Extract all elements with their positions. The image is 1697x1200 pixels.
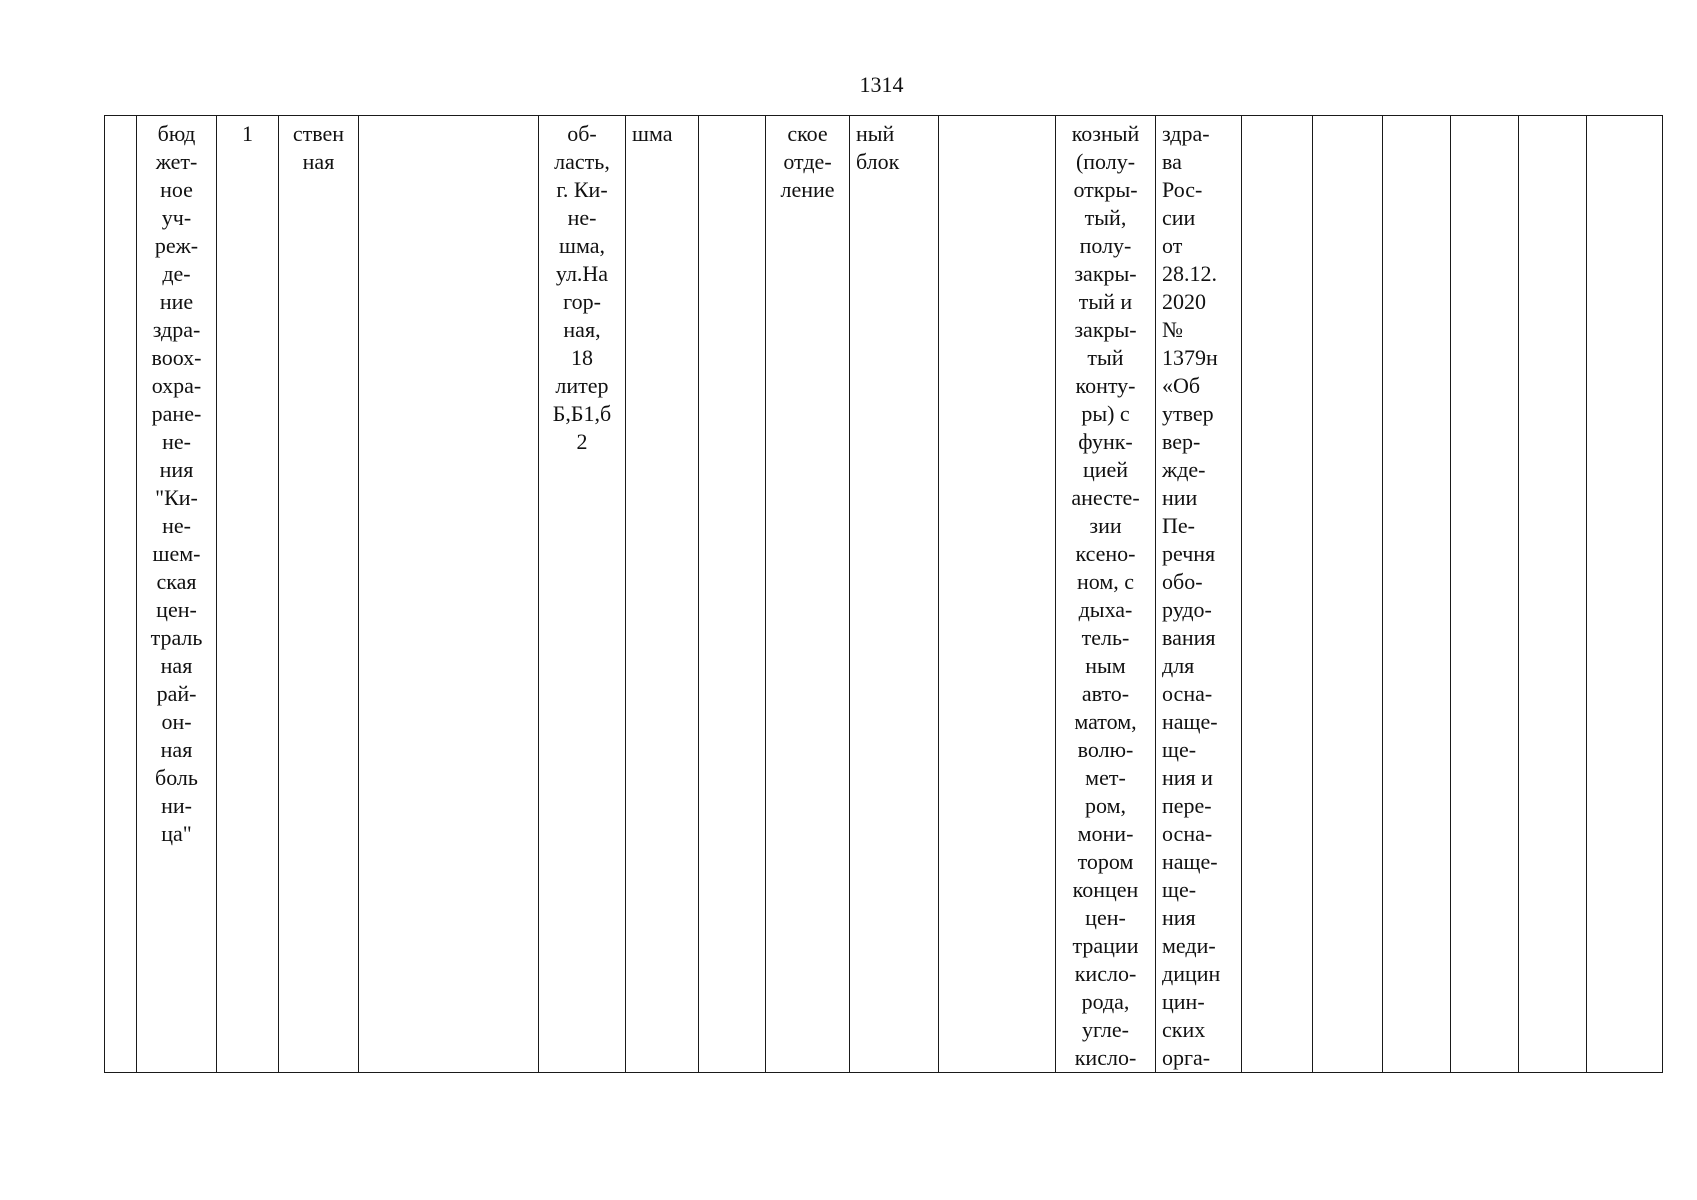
cell-text-line: ских	[1162, 1017, 1206, 1042]
cell-text-line: волю-	[1077, 737, 1134, 762]
cell-text-line: "Ки-	[155, 485, 198, 510]
cell-text-line: для	[1162, 653, 1195, 678]
cell-text-line: цен-	[156, 597, 197, 622]
cell-text-line: кисло-	[1074, 1045, 1137, 1070]
cell-text-line: Рос-	[1162, 177, 1203, 202]
cell-text-line: (полу-	[1075, 149, 1136, 174]
table-cell-col-5	[359, 116, 539, 1073]
cell-text-line: реж-	[154, 233, 199, 258]
cell-text-line: речня	[1162, 541, 1216, 566]
cell-text-line: он-	[161, 709, 192, 734]
cell-text-line: Пе-	[1162, 513, 1195, 538]
cell-text-line: Б,Б1,б	[552, 401, 612, 426]
cell-text-line: ния и	[1162, 765, 1213, 790]
cell-text-line: утвер	[1162, 401, 1214, 426]
cell-text-line: функ-	[1078, 429, 1133, 454]
table-cell-col-19	[1587, 116, 1663, 1073]
cell-text-line: рода,	[1081, 989, 1130, 1014]
cell-text-line: мони-	[1077, 821, 1134, 846]
cell-text-line: здра-	[152, 317, 201, 342]
cell-text-line: траль	[150, 625, 203, 650]
cell-text-line: об-	[567, 121, 597, 146]
cell-text-line: рай-	[156, 681, 197, 706]
cell-text-line: ры) с	[1081, 401, 1130, 426]
cell-text-line: ране-	[151, 401, 202, 426]
cell-text-line: кисло-	[1074, 961, 1137, 986]
cell-text-line: ная	[160, 737, 193, 762]
table-cell-col-4	[279, 116, 359, 1073]
cell-text-line: жет-	[155, 149, 198, 174]
cell-text-line: ным	[1085, 653, 1126, 678]
cell-text-line: осна-	[1162, 821, 1213, 846]
cell-text-line: цен-	[1085, 905, 1126, 930]
cell-text-line: ная	[302, 149, 335, 174]
table-cell-col-17	[1451, 116, 1519, 1073]
cell-text-line: трации	[1072, 933, 1139, 958]
table-cell-col-1	[105, 116, 137, 1073]
cell-text-line: ния	[159, 457, 194, 482]
cell-text-line: матом,	[1074, 709, 1137, 734]
cell-text-line: жде-	[1162, 457, 1206, 482]
cell-text-line: 28.12.	[1162, 261, 1217, 286]
cell-text-line: конту-	[1075, 373, 1136, 398]
cell-text-line: наще-	[1162, 849, 1218, 874]
document-table	[104, 115, 1663, 1073]
cell-text-line: ный	[856, 121, 895, 146]
cell-text-line: рудо-	[1162, 597, 1212, 622]
cell-text-line: вания	[1162, 625, 1216, 650]
cell-text-line: «Об	[1162, 373, 1201, 398]
cell-text-line: ласть,	[554, 149, 610, 174]
cell-text-line: 1	[242, 121, 253, 146]
cell-text-line: ние	[159, 289, 194, 314]
cell-text-line: дыха-	[1078, 597, 1133, 622]
cell-text-line: блок	[856, 149, 900, 174]
cell-text-line: №	[1162, 317, 1183, 342]
page-number: 1314	[859, 72, 904, 97]
table-cell-col-2	[137, 116, 217, 1073]
cell-text-line: пере-	[1162, 793, 1212, 818]
cell-text-line: нии	[1162, 485, 1198, 510]
cell-text-line: тый и	[1078, 289, 1133, 314]
cell-text-line: ще-	[1162, 877, 1197, 902]
cell-text-line: концен	[1072, 877, 1139, 902]
cell-text-line: ная	[160, 653, 193, 678]
cell-text-line: угле-	[1082, 1017, 1129, 1042]
table-cell-col-13	[1156, 116, 1242, 1073]
cell-text-line: ном, с	[1076, 569, 1135, 594]
cell-text-line: ул.На	[555, 261, 609, 286]
cell-text-line: ская	[156, 569, 197, 594]
cell-text-line: анесте-	[1071, 485, 1140, 510]
table-cell-col-14	[1242, 116, 1313, 1073]
cell-text-line: от	[1162, 233, 1183, 258]
cell-text-line: шем-	[152, 541, 201, 566]
cell-text-line: цией	[1082, 457, 1129, 482]
cell-text-line: зии	[1089, 513, 1122, 538]
table-cell-col-15	[1313, 116, 1383, 1073]
cell-text-line: 2	[576, 429, 588, 454]
cell-text-line: тором	[1077, 849, 1134, 874]
table-cell-col-12	[1056, 116, 1156, 1073]
cell-text-line: ния	[1162, 905, 1196, 930]
cell-text-line: обо-	[1162, 569, 1203, 594]
cell-text-line: ное	[160, 177, 193, 202]
table-cell-col-8	[699, 116, 766, 1073]
cell-text-line: закры-	[1074, 261, 1137, 286]
cell-text-line: не-	[567, 205, 597, 230]
cell-text-line: отде-	[783, 149, 832, 174]
cell-text-line: ское	[787, 121, 828, 146]
table-cell-col-7	[626, 116, 699, 1073]
cell-text-line: охра-	[151, 373, 202, 398]
cell-text-line: закры-	[1074, 317, 1137, 342]
table-cell-col-9	[766, 116, 850, 1073]
table-cell-col-6	[539, 116, 626, 1073]
cell-text-line: ни-	[161, 793, 192, 818]
cell-text-line: орга-	[1162, 1045, 1211, 1070]
cell-text-line: ва	[1162, 149, 1182, 174]
cell-text-line: г. Ки-	[556, 177, 608, 202]
cell-text-line: уч-	[161, 205, 192, 230]
cell-text-line: авто-	[1081, 681, 1130, 706]
cell-text-line: шма	[632, 121, 673, 146]
cell-text-line: полу-	[1079, 233, 1132, 258]
cell-text-line: не-	[162, 513, 191, 538]
table-cell-col-10	[850, 116, 939, 1073]
cell-text-line: дицин	[1162, 961, 1221, 986]
table-cell-col-16	[1383, 116, 1451, 1073]
cell-text-line: тый,	[1084, 205, 1127, 230]
cell-text-line: ца"	[161, 821, 192, 846]
cell-text-line: откры-	[1073, 177, 1138, 202]
cell-text-line: наще-	[1162, 709, 1218, 734]
cell-text-line: ром,	[1084, 793, 1126, 818]
cell-text-line: цин-	[1162, 989, 1205, 1014]
cell-text-line: боль	[155, 765, 198, 790]
cell-text-line: 2020	[1162, 289, 1206, 314]
cell-text-line: шма,	[559, 233, 605, 258]
table-cell-col-18	[1519, 116, 1587, 1073]
cell-text-line: козный	[1071, 121, 1140, 146]
cell-text-line: ление	[780, 177, 835, 202]
cell-text-line: бюд	[157, 121, 196, 146]
cell-text-line: 1379н	[1162, 345, 1218, 370]
cell-text-line: вер-	[1162, 429, 1201, 454]
table-row	[105, 116, 1663, 1073]
cell-text-line: здра-	[1162, 121, 1210, 146]
cell-text-line: де-	[162, 261, 191, 286]
cell-text-line: сии	[1162, 205, 1196, 230]
cell-text-line: меди-	[1162, 933, 1216, 958]
cell-text-line: ще-	[1162, 737, 1197, 762]
cell-text-line: осна-	[1162, 681, 1213, 706]
cell-text-line: ная,	[563, 317, 601, 342]
cell-text-line: мет-	[1085, 765, 1126, 790]
cell-text-line: гор-	[563, 289, 601, 314]
cell-text-line: ксено-	[1075, 541, 1136, 566]
cell-text-line: воох-	[151, 345, 202, 370]
cell-text-line: литер	[555, 373, 609, 398]
cell-text-line: тель-	[1081, 625, 1130, 650]
cell-text-line: 18	[571, 345, 593, 370]
cell-text-line: тый	[1087, 345, 1124, 370]
cell-text-line: ствен	[292, 121, 345, 146]
cell-text-line: не-	[162, 429, 191, 454]
table-cell-col-11	[939, 116, 1056, 1073]
table-cell-col-3	[217, 116, 279, 1073]
